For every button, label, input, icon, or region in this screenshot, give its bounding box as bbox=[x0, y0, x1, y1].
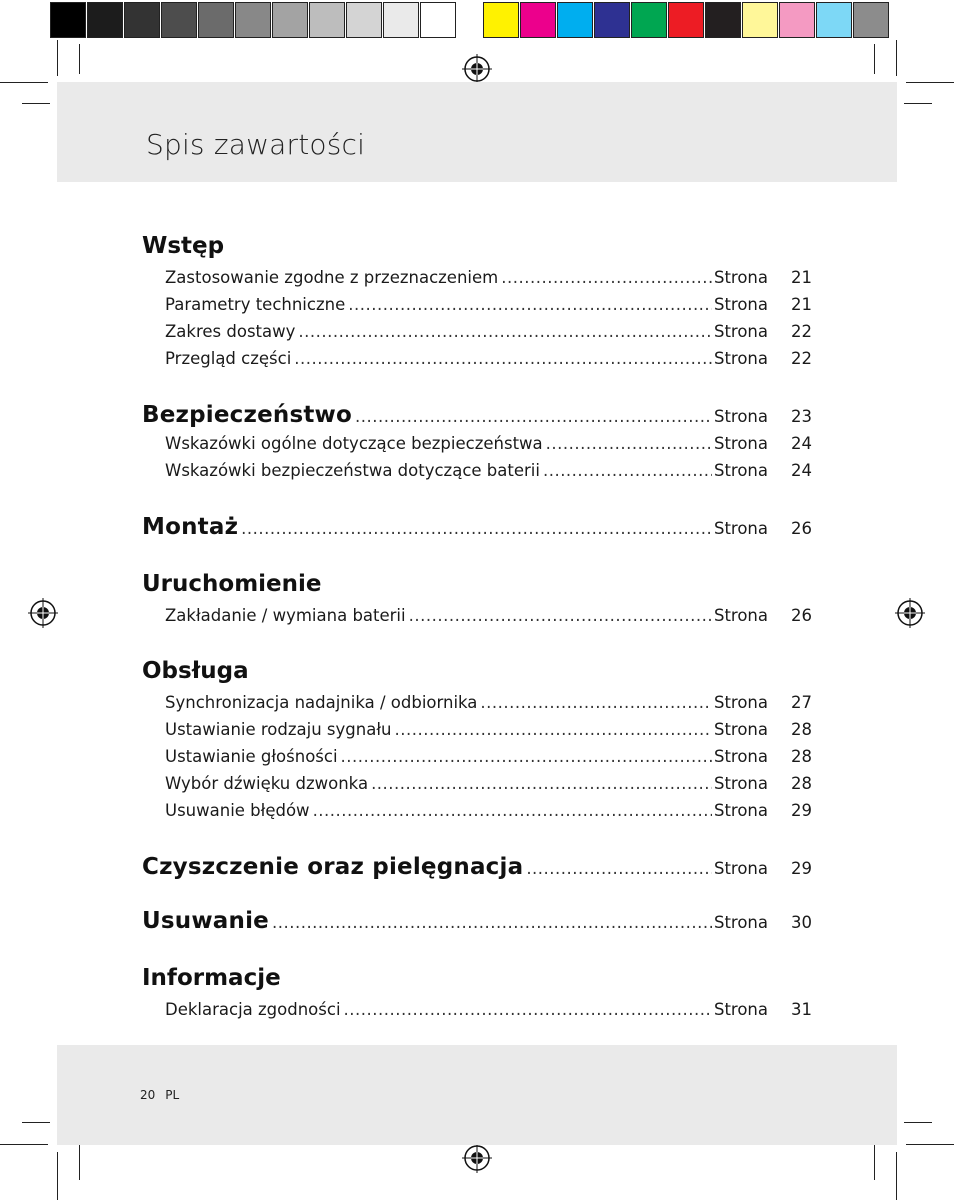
toc-section-uruchomienie bbox=[142, 566, 812, 629]
color-swatch bbox=[631, 2, 667, 38]
color-swatch bbox=[742, 2, 778, 38]
dot-leader bbox=[345, 291, 712, 318]
registration-mark-icon bbox=[895, 598, 925, 628]
crop-mark bbox=[57, 40, 58, 76]
registration-mark-icon bbox=[462, 1143, 492, 1173]
crop-mark bbox=[874, 44, 875, 74]
color-swatch bbox=[483, 2, 519, 38]
toc-section-page: 23 bbox=[791, 407, 812, 426]
page-word: Strona bbox=[713, 774, 768, 793]
toc-entry-page: 21 bbox=[791, 295, 812, 314]
table-of-contents bbox=[142, 228, 812, 1023]
page-word: Strona bbox=[713, 720, 768, 739]
dot-leader bbox=[238, 514, 712, 542]
gray-swatch bbox=[383, 2, 419, 38]
crop-mark bbox=[906, 82, 954, 83]
toc-section-entry[interactable] bbox=[142, 906, 812, 936]
dot-leader bbox=[352, 402, 712, 430]
gray-swatch bbox=[124, 2, 160, 38]
language-code: PL bbox=[165, 1088, 180, 1102]
gray-swatch bbox=[198, 2, 234, 38]
page-number: 20 bbox=[140, 1088, 156, 1102]
dot-leader bbox=[498, 264, 712, 291]
toc-entry-page: 24 bbox=[791, 461, 812, 480]
toc-entry[interactable] bbox=[142, 689, 812, 716]
toc-section-informacje bbox=[142, 960, 812, 1023]
toc-entry-label: Synchronizacja nadajnika / odbiornika bbox=[165, 693, 478, 712]
toc-entry-label: Zakładanie / wymiana baterii bbox=[165, 606, 406, 625]
page-word: Strona bbox=[713, 801, 768, 820]
toc-entry-label: Wskazówki bezpieczeństwa dotyczące baterii bbox=[165, 461, 540, 480]
gray-swatch bbox=[87, 2, 123, 38]
toc-entry[interactable] bbox=[142, 318, 812, 345]
toc-entry[interactable] bbox=[142, 770, 812, 797]
toc-entry[interactable] bbox=[142, 797, 812, 824]
gray-swatch bbox=[309, 2, 345, 38]
toc-entry-label: Ustawianie głośności bbox=[165, 747, 338, 766]
toc-section-entry[interactable] bbox=[142, 512, 812, 542]
dot-leader bbox=[543, 430, 712, 457]
toc-section-bezpieczenstwo bbox=[142, 400, 812, 484]
crop-mark bbox=[0, 82, 48, 83]
crop-mark bbox=[906, 1144, 954, 1145]
toc-entry-label: Usuwanie błędów bbox=[165, 801, 310, 820]
toc-entry-page: 28 bbox=[791, 774, 812, 793]
toc-entry-label: Parametry techniczne bbox=[165, 295, 346, 314]
dot-leader bbox=[477, 689, 712, 716]
gray-swatch bbox=[346, 2, 382, 38]
toc-section-entry[interactable] bbox=[142, 852, 812, 882]
toc-entry[interactable] bbox=[142, 716, 812, 743]
crop-mark bbox=[904, 1122, 932, 1123]
dot-leader bbox=[341, 996, 712, 1023]
toc-entry[interactable] bbox=[142, 430, 812, 457]
toc-section-obsluga bbox=[142, 653, 812, 824]
toc-entry-label: Wybór dźwięku dzwonka bbox=[165, 774, 369, 793]
page-title: Spis zawartości bbox=[146, 128, 366, 161]
crop-mark bbox=[874, 1140, 875, 1180]
color-swatch bbox=[557, 2, 593, 38]
gray-swatch bbox=[161, 2, 197, 38]
toc-section-title: Uruchomienie bbox=[142, 571, 322, 597]
dot-leader bbox=[406, 602, 712, 629]
dot-leader bbox=[338, 743, 712, 770]
dot-leader bbox=[269, 908, 712, 936]
page-word: Strona bbox=[713, 295, 768, 314]
page-word: Strona bbox=[713, 606, 768, 625]
toc-section-montaz bbox=[142, 512, 812, 542]
page-word: Strona bbox=[713, 407, 768, 426]
toc-entry-label: Zakres dostawy bbox=[165, 322, 296, 341]
gray-swatch bbox=[272, 2, 308, 38]
toc-entry[interactable] bbox=[142, 457, 812, 484]
toc-section-wstep bbox=[142, 228, 812, 372]
color-swatch bbox=[594, 2, 630, 38]
toc-section-title: Informacje bbox=[142, 965, 281, 991]
page-word: Strona bbox=[713, 913, 768, 932]
dot-leader bbox=[368, 770, 712, 797]
page-word: Strona bbox=[713, 349, 768, 368]
toc-entry-page: 24 bbox=[791, 434, 812, 453]
toc-section-entry[interactable] bbox=[142, 400, 812, 430]
toc-entry-label: Wskazówki ogólne dotyczące bezpieczeństwa bbox=[165, 434, 543, 453]
page-word: Strona bbox=[713, 322, 768, 341]
toc-section-title: Usuwanie bbox=[142, 908, 269, 934]
toc-entry-page: 28 bbox=[791, 720, 812, 739]
grayscale-calibration-bar bbox=[50, 2, 457, 40]
crop-mark bbox=[0, 1144, 48, 1145]
toc-entry[interactable] bbox=[142, 291, 812, 318]
color-swatch bbox=[816, 2, 852, 38]
toc-section-title: Bezpieczeństwo bbox=[142, 402, 352, 428]
toc-entry-page: 22 bbox=[791, 322, 812, 341]
color-swatch bbox=[779, 2, 815, 38]
registration-mark-icon bbox=[462, 54, 492, 84]
crop-mark bbox=[22, 103, 50, 104]
toc-section-czyszczenie bbox=[142, 852, 812, 882]
page-word: Strona bbox=[713, 1000, 768, 1019]
crop-mark bbox=[22, 1122, 50, 1123]
gray-swatch bbox=[50, 2, 86, 38]
toc-section-title: Obsługa bbox=[142, 658, 249, 684]
toc-entry[interactable] bbox=[142, 345, 812, 372]
crop-mark bbox=[79, 1140, 80, 1180]
dot-leader bbox=[291, 345, 712, 372]
toc-entry-page: 21 bbox=[791, 268, 812, 287]
color-swatch bbox=[668, 2, 704, 38]
dot-leader bbox=[391, 716, 711, 743]
crop-mark bbox=[896, 1152, 897, 1200]
toc-entry[interactable] bbox=[142, 602, 812, 629]
toc-entry-label: Ustawianie rodzaju sygnału bbox=[165, 720, 392, 739]
gray-swatch bbox=[235, 2, 271, 38]
toc-entry-label: Deklaracja zgodności bbox=[165, 1000, 341, 1019]
page-word: Strona bbox=[713, 693, 768, 712]
toc-entry-label: Przegląd części bbox=[165, 349, 292, 368]
dot-leader bbox=[295, 318, 712, 345]
crop-mark bbox=[904, 103, 932, 104]
page-word: Strona bbox=[713, 461, 768, 480]
page-word: Strona bbox=[713, 268, 768, 287]
crop-mark bbox=[79, 44, 80, 74]
toc-entry-page: 31 bbox=[791, 1000, 812, 1019]
toc-entry[interactable] bbox=[142, 996, 812, 1023]
toc-entry-page: 29 bbox=[791, 801, 812, 820]
page-folio bbox=[140, 1088, 189, 1102]
toc-section-title: Czyszczenie oraz pielęgnacja bbox=[142, 854, 524, 880]
toc-entry[interactable] bbox=[142, 264, 812, 291]
color-swatch bbox=[705, 2, 741, 38]
toc-section-page: 30 bbox=[791, 913, 812, 932]
gray-swatch bbox=[420, 2, 456, 38]
page-word: Strona bbox=[713, 859, 768, 878]
toc-entry-page: 26 bbox=[791, 606, 812, 625]
toc-entry[interactable] bbox=[142, 743, 812, 770]
crop-mark bbox=[896, 40, 897, 76]
toc-section-title: Wstęp bbox=[142, 233, 225, 259]
toc-section-page: 26 bbox=[791, 519, 812, 538]
color-calibration-bar bbox=[483, 2, 890, 40]
dot-leader bbox=[523, 854, 712, 882]
registration-mark-icon bbox=[28, 598, 58, 628]
page-word: Strona bbox=[713, 434, 768, 453]
toc-section-page: 29 bbox=[791, 859, 812, 878]
color-swatch bbox=[520, 2, 556, 38]
dot-leader bbox=[540, 457, 712, 484]
toc-entry-label: Zastosowanie zgodne z przeznaczeniem bbox=[165, 268, 499, 287]
crop-mark bbox=[57, 1152, 58, 1200]
toc-section-usuwanie bbox=[142, 906, 812, 936]
toc-entry-page: 28 bbox=[791, 747, 812, 766]
toc-section-title: Montaż bbox=[142, 514, 239, 540]
dot-leader bbox=[310, 797, 712, 824]
toc-entry-page: 22 bbox=[791, 349, 812, 368]
page-word: Strona bbox=[713, 519, 768, 538]
page-word: Strona bbox=[713, 747, 768, 766]
toc-entry-page: 27 bbox=[791, 693, 812, 712]
color-swatch bbox=[853, 2, 889, 38]
